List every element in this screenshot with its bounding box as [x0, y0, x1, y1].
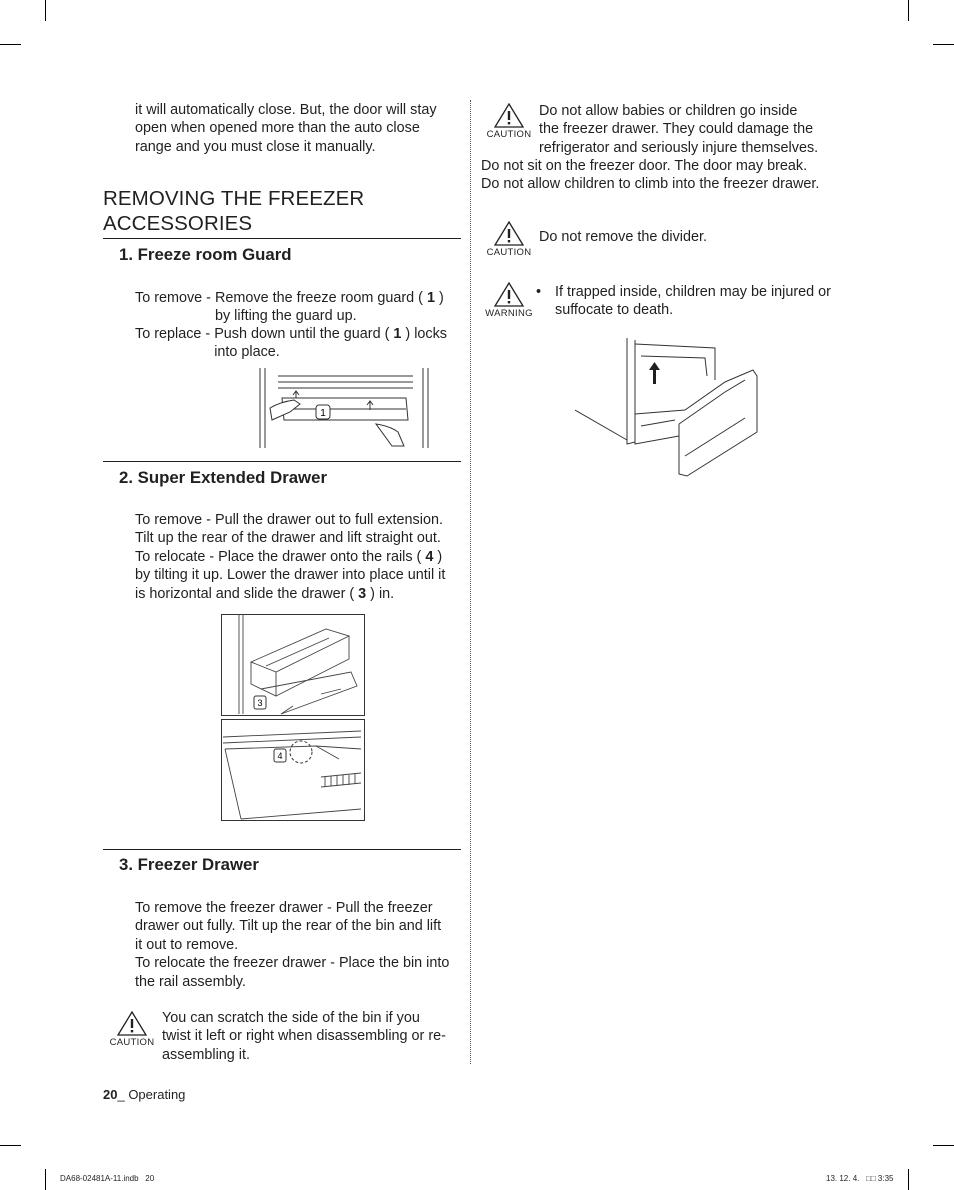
- file-info: DA68-02481A-11.indb 20: [60, 1174, 155, 1183]
- caution-badge: [481, 221, 537, 258]
- crop-mark: [45, 1169, 46, 1190]
- page-section: Operating: [128, 1087, 186, 1102]
- text-line: To remove - Pull the drawer out to full extension.: [135, 512, 443, 528]
- crop-mark: [908, 0, 909, 21]
- text-line: refrigerator and seriously injure themselves.: [539, 139, 819, 156]
- section-rule: [103, 461, 461, 462]
- text-line: Do not allow babies or children go inside: [539, 103, 798, 119]
- caution-icon: [494, 103, 524, 128]
- text-line: Do not sit on the freezer door. The door may break.: [481, 158, 808, 174]
- crop-mark: [45, 0, 46, 21]
- text-line: assembling it.: [162, 1046, 250, 1063]
- text-line: To relocate - Place the drawer onto the rails ( 4 ): [135, 548, 443, 565]
- crop-mark: [0, 1145, 21, 1146]
- remove-instruction: [135, 289, 465, 326]
- page-separator: _: [117, 1087, 129, 1102]
- caution-icon: [494, 221, 524, 246]
- text-line: Tilt up the rear of the drawer and lift straight out.: [135, 530, 441, 547]
- text-line: range and you must close it manually.: [135, 138, 376, 155]
- caution-text-continued: [481, 157, 851, 194]
- caution-text: [539, 102, 859, 157]
- text-line: by tilting it up. Lower the drawer into place until it: [135, 567, 446, 584]
- instruction-label: To remove -: [135, 290, 215, 306]
- section-title: [103, 186, 463, 236]
- freezer-drawer-instructions: [135, 899, 465, 991]
- freezer-drawer-illustration: [575, 336, 760, 478]
- text-line: To relocate the freezer drawer - Place the bin into: [135, 955, 450, 972]
- title-line: ACCESSORIES: [103, 212, 253, 235]
- caution-icon: [117, 1011, 147, 1036]
- caution-label: CAUTION: [486, 247, 532, 258]
- crop-mark: [933, 1145, 954, 1146]
- section-rule: [103, 849, 461, 850]
- intro-text: [135, 101, 465, 156]
- callout-number: 4: [277, 751, 283, 761]
- instruction-text: Push down until the guard ( 1 ) locks into place.: [214, 326, 447, 361]
- title-line: REMOVING THE FREEZER: [103, 187, 365, 210]
- caution-text: [162, 1009, 462, 1064]
- caution-label: CAUTION: [486, 129, 532, 140]
- text-line: suffocate to death.: [555, 302, 674, 319]
- callout-number: 1: [320, 408, 326, 419]
- warning-text: [555, 283, 855, 320]
- text-line: To remove the freezer drawer - Pull the freezer: [135, 900, 433, 916]
- warning-bullet: •: [536, 284, 542, 300]
- section-title-rule: [103, 238, 461, 239]
- text-line: the freezer drawer. They could damage the: [539, 121, 814, 138]
- warning-icon: [494, 282, 524, 307]
- text-line: open when opened more than the auto close: [135, 120, 420, 137]
- extended-drawer-illustration: [221, 614, 365, 716]
- caution-label: CAUTION: [109, 1037, 155, 1048]
- instruction-label: To replace -: [135, 326, 215, 342]
- instruction-text: Remove the freeze room guard ( 1 ) by lifting the guard up.: [214, 290, 444, 325]
- text-line: is horizontal and slide the drawer ( 3 ) in.: [135, 585, 395, 602]
- page-number: 20: [103, 1087, 118, 1102]
- text-line: the rail assembly.: [135, 973, 246, 990]
- text-line: drawer out fully. Tilt up the rear of the bin and lift: [135, 918, 442, 935]
- replace-instruction: [135, 325, 465, 362]
- subsection-title: 3. Freezer Drawer: [119, 855, 259, 874]
- date-info: 13. 12. 4. □□ 3:35: [826, 1174, 894, 1183]
- crop-mark: [908, 1169, 909, 1190]
- column-divider: [470, 100, 471, 1064]
- crop-mark: [933, 44, 954, 45]
- text-line: You can scratch the side of the bin if you: [162, 1010, 420, 1026]
- text-line: If trapped inside, children may be injured or: [555, 284, 831, 300]
- crop-mark: [0, 44, 21, 45]
- text-line: it will automatically close. But, the door will stay: [135, 102, 437, 118]
- caution-text: Do not remove the divider.: [539, 229, 707, 245]
- page-footer: [103, 1087, 185, 1102]
- warning-badge: [481, 282, 537, 319]
- warning-label: WARNING: [485, 308, 533, 319]
- caution-badge: [481, 103, 537, 140]
- freeze-room-guard-illustration: [258, 368, 430, 450]
- drawer-instructions: [135, 511, 465, 603]
- subsection-title: 2. Super Extended Drawer: [119, 468, 327, 487]
- drawer-rail-illustration: [221, 719, 365, 821]
- caution-badge: [104, 1011, 160, 1048]
- text-line: it out to remove.: [135, 936, 239, 953]
- text-line: twist it left or right when disassembling or re-: [162, 1028, 446, 1045]
- subsection-title: 1. Freeze room Guard: [119, 245, 292, 264]
- callout-number: 3: [257, 698, 263, 708]
- text-line: Do not allow children to climb into the freezer drawer.: [481, 176, 820, 193]
